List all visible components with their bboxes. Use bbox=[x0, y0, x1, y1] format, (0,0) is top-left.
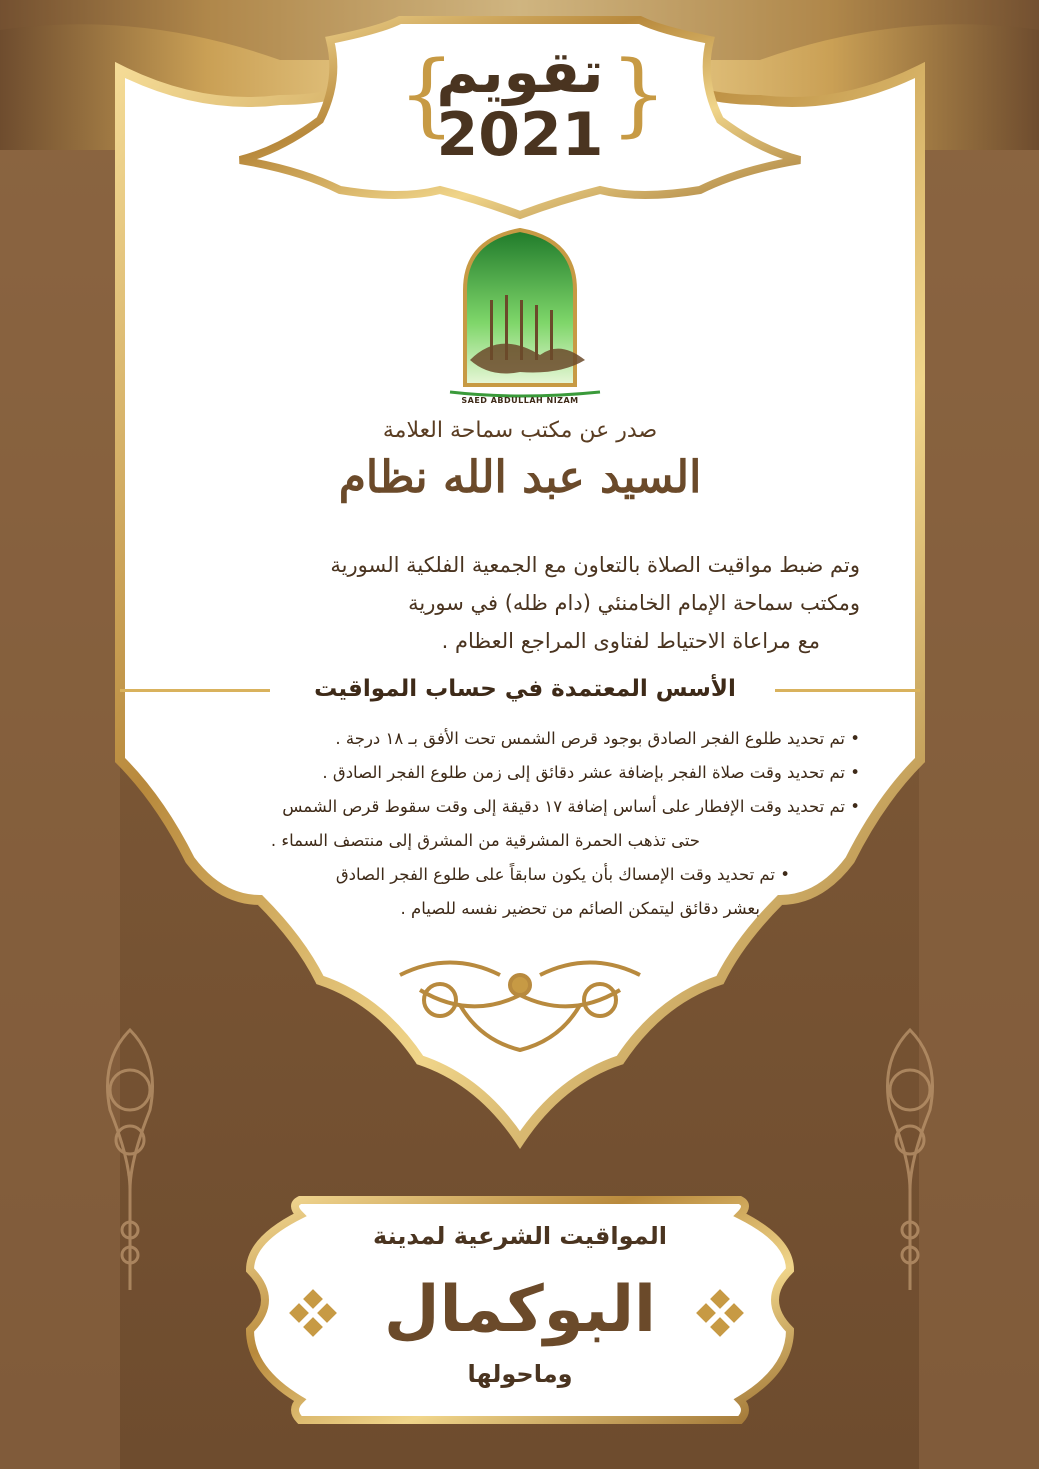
issued-by: صدر عن مكتب سماحة العلامة bbox=[382, 418, 658, 443]
rules-list bbox=[170, 722, 860, 926]
calendar-year: 2021 bbox=[436, 100, 604, 170]
list-item-continuation: بعشر دقائق ليتمكن الصائم من تحضير نفسه للصيام . bbox=[400, 899, 760, 918]
logo-caption: SAED ABDULLAH NIZAM bbox=[461, 396, 579, 405]
list-item: • تم تحديد وقت صلاة الفجر بإضافة عشر دقائق إلى زمن طلوع الفجر الصادق . bbox=[322, 763, 860, 782]
left-brace-icon: { bbox=[398, 42, 456, 147]
list-item: • تم تحديد وقت الإفطار على أساس إضافة ١٧ دقيقة إلى وقت سقوط قرص الشمس bbox=[282, 797, 860, 816]
intro-line: وتم ضبط مواقيت الصلاة بالتعاون مع الجمعية الفلكية السورية bbox=[330, 553, 860, 577]
intro-paragraph bbox=[170, 546, 860, 660]
list-item: • تم تحديد وقت الإمساك بأن يكون سابقاً على طلوع الفجر الصادق bbox=[335, 865, 790, 884]
intro-line: ومكتب سماحة الإمام الخامنئي (دام ظله) في سورية bbox=[408, 591, 860, 615]
calendar-title: تقويم bbox=[436, 38, 604, 106]
list-item: • تم تحديد طلوع الفجر الصادق بوجود قرص الشمس تحت الأفق بـ ١٨ درجة . bbox=[335, 729, 860, 748]
list-item-continuation: حتى تذهب الحمرة المشرقية من المشرق إلى منتصف السماء . bbox=[270, 831, 700, 850]
section-heading: الأسس المعتمدة في حساب المواقيت bbox=[314, 676, 736, 702]
city-intro: المواقيت الشرعية لمدينة bbox=[373, 1222, 667, 1250]
intro-line: مع مراعاة الاحتياط لفتاوى المراجع العظام . bbox=[441, 629, 820, 653]
city-name: البوكمال bbox=[384, 1273, 656, 1347]
city-surroundings: وماحولها bbox=[467, 1360, 573, 1388]
scholar-name: السيد عبد الله نظام bbox=[338, 452, 702, 503]
right-brace-icon: } bbox=[610, 42, 668, 147]
